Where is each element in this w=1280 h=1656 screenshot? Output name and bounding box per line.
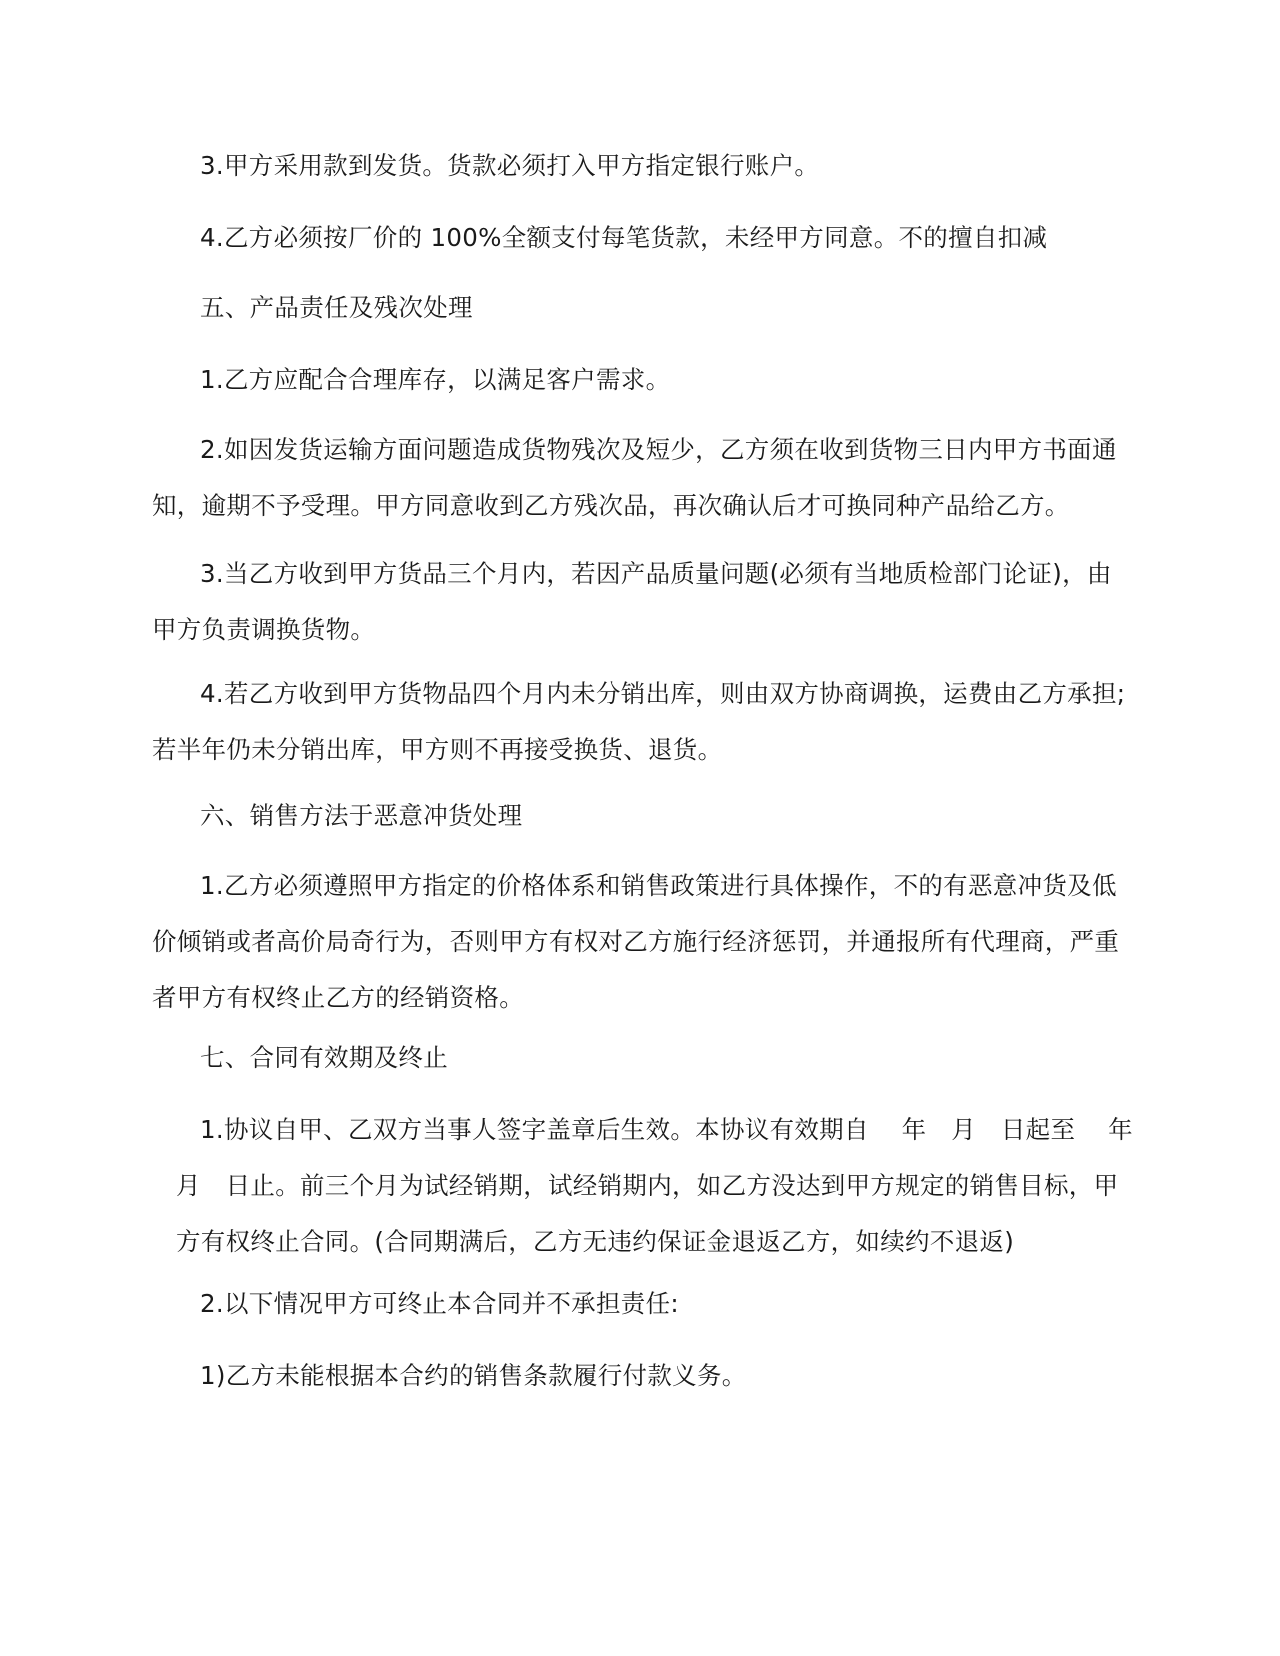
text-line: 4.若乙方收到甲方货物品四个月内未分销出库，则由双方协商调换，运费由乙方承担; [200,679,1126,708]
text-line: 月 日止。前三个月为试经销期，试经销期内，如乙方没达到甲方规定的销售目标，甲 [176,1171,1119,1200]
paragraph-payment-default [152,1348,1142,1404]
text-line: 1.协议自甲、乙双方当事人签字盖章后生效。本协议有效期自 年 月 日起至 年 [200,1115,1133,1144]
text-line: 3.甲方采用款到发货。货款必须打入甲方指定银行账户。 [200,151,820,180]
paragraph-termination-conditions [152,1276,1142,1332]
paragraph-pricing-policy [152,858,1142,1026]
paragraph-effective-period [152,1102,1142,1270]
text-line: 3.当乙方收到甲方货品三个月内，若因产品质量问题(必须有当地质检部门论证)，由 [200,559,1112,588]
text-line: 方有权终止合同。(合同期满后，乙方无违约保证金退返乙方，如续约不退返) [176,1227,1015,1256]
section-heading-sales-method [152,788,1142,844]
section-heading: 六、销售方法于恶意冲货处理 [200,801,523,830]
text-line: 2.如因发货运输方面问题造成货物残次及短少，乙方须在收到货物三日内甲方书面通 [200,435,1117,464]
section-heading-contract-term [152,1030,1142,1086]
text-line: 若半年仍未分销出库，甲方则不再接受换货、退货。 [152,735,723,764]
text-line: 者甲方有权终止乙方的经销资格。 [152,983,524,1012]
text-line: 4.乙方必须按厂价的 100%全额支付每笔货款，未经甲方同意。不的擅自扣减 [200,223,1048,252]
text-line: 知，逾期不予受理。甲方同意收到乙方残次品，再次确认后才可换同种产品给乙方。 [152,491,1070,520]
text-line: 2.以下情况甲方可终止本合同并不承担责任: [200,1289,679,1318]
paragraph-inventory [152,352,1142,408]
paragraph-shipping-damage [152,422,1142,534]
text-line: 1.乙方应配合合理库存，以满足客户需求。 [200,365,671,394]
text-line: 1.乙方必须遵照甲方指定的价格体系和销售政策进行具体操作，不的有恶意冲货及低 [200,871,1117,900]
section-heading: 五、产品责任及残次处理 [200,293,473,322]
paragraph-unsold-goods [152,666,1142,778]
text-line: 价倾销或者高价局奇行为，否则甲方有权对乙方施行经济惩罚，并通报所有代理商，严重 [152,927,1120,956]
text-line: 1)乙方未能根据本合约的销售条款履行付款义务。 [200,1361,747,1390]
text-line: 甲方负责调换货物。 [152,615,376,644]
section-heading: 七、合同有效期及终止 [200,1043,448,1072]
section-heading-product-liability [152,280,1142,336]
paragraph-full-payment [152,210,1142,266]
paragraph-payment-on-delivery [152,138,1142,194]
paragraph-quality-issue [152,546,1142,658]
